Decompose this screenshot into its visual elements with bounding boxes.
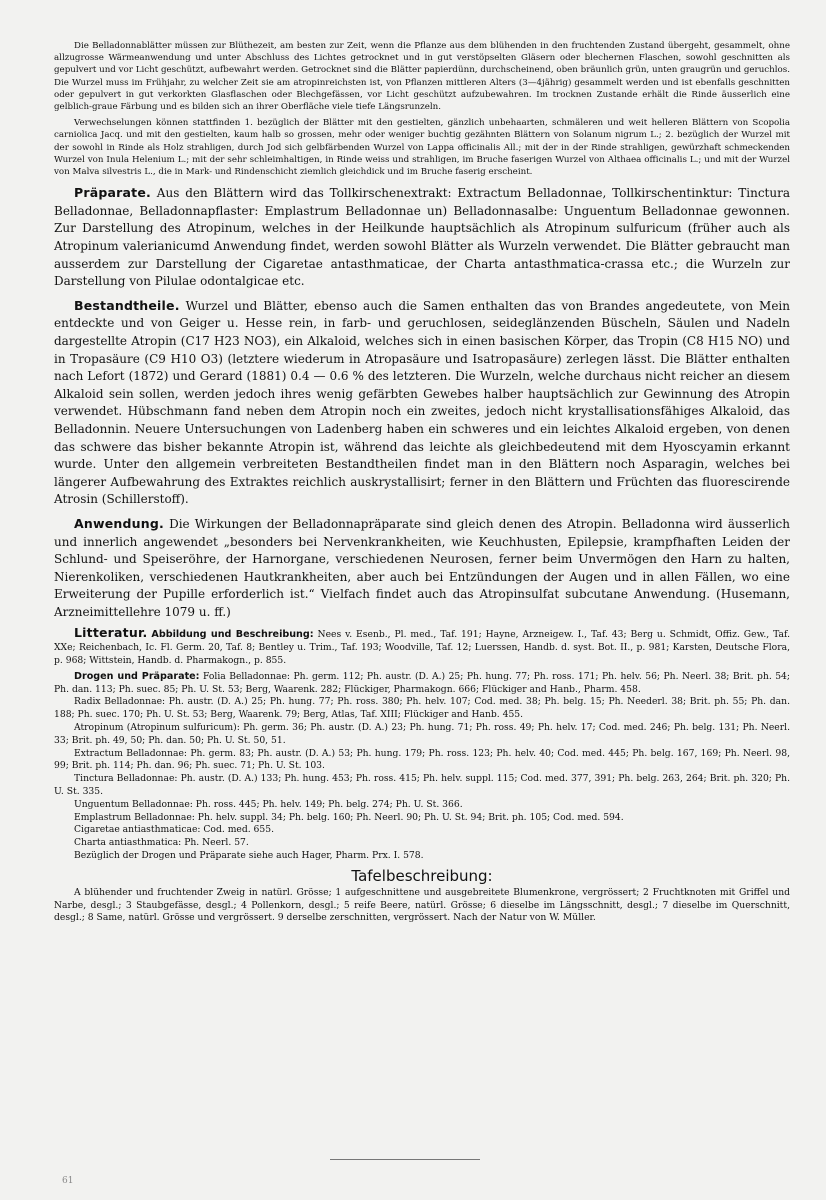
- drogen-folia: Folia Belladonnae: Ph. germ. 112; Ph. austr. (D. A.) 25; Ph. hung. 77; Ph. ross. 171; Ph. helv. 56; Ph. Neerl. 38; Brit. ph. 54; Ph. dan. 113; Ph. suec. 85; Ph. U. St. 53; Berg, Waarenk. 282; Flückiger, Pharmakogn. 666; Flückiger and Hanb., Pharm. 458.: [54, 670, 790, 695]
- drogen-heading: Drogen und Präparate:: [74, 670, 200, 682]
- verwechselungen-paragraph: Verwechselungen können stattfinden 1. bezüglich der Blätter mit den gestielten, gänzlich unbehaarten, schmäleren und weit helleren Blättern von Scopolia carniolica Jacq. und mit den gestielten, kaum halb so grossen, mehr oder weniger buchtig gezähnten Blättern von Solanum nigrum L.; 2. bezüglich der Wurzel mit der sowohl in Rinde als Holz strahligen, durch Jod sich gelbfärbenden Wurzel von Lappa officinalis All.; mit der in der Rinde strahligen, gewürzhaft schmeckenden Wurzel von Inula Helenium L.; mit der sehr schleimhaltigen, in Rinde weiss und strahligen, im Bruche faserigen Wurzel von Althaea officinalis L.; und mit der Wurzel von Malva silvestris L., die in Mark- und Rindenschicht ziemlich gleichdick und im Bruche faserig erscheint.: [54, 118, 790, 178]
- praeparate-section: [54, 184, 790, 291]
- litteratur-sub-abbildung: Abbildung und Beschreibung:: [151, 629, 314, 641]
- intro-paragraph: Die Belladonnablätter müssen zur Blüthezeit, am besten zur Zeit, wenn die Pflanze aus dem blühenden in den fruchtenden Zustand übergeht, gesammelt, ohne allzugrosse Wärmeanwendung und unter Abschluss des Lichtes getrocknet und in gut verstöpselten Gläsern oder blechernen Flaschen, sowohl geschnitten als gepulvert und vor Licht geschützt, aufbewahrt werden. Getrocknet sind die Blätter papierdünn, durchscheinend, oben bräunlich grün, unten graugrün und geruchlos. Die Wurzel muss im Frühjahr, zu welcher Zeit sie am atropinreichsten ist, von Pflanzen mittleren Alters (3—4jährig) gesammelt werden und ist ebenfalls geschnitten oder gepulvert in gut verkorkten Glasflaschen oder Blechgefässen, vor Licht geschützt aufzubewahren. Im trocknen Zustande erhält die Rinde äusserlich eine gelblich-graue Färbung und es bilden sich an ihrer Oberfläche viele tiefe Längsrunzeln.: [54, 41, 790, 113]
- tafel-title: Tafelbeschreibung:: [351, 866, 493, 885]
- drogen-charta: Charta antiasthmatica: Ph. Neerl. 57.: [74, 837, 249, 849]
- anwendung-text: Die Wirkungen der Belladonnapräparate sind gleich denen des Atropin. Belladonna wird äusserlich und innerlich angewendet „besonders bei Nervenkrankheiten, wie Keuchhusten, Epilepsie, krampfhaften Leiden der Schlund- und Speiseröhre, der Harnorgane, verschiedenen Neurosen, ferner beim Unvermögen den Harn zu halten, Nierenkoliken, verschiedenen Hautkrankheiten, aber auch bei Entzündungen der Augen und in allen Fällen, wo eine Erweiterung der Pupille erforderlich ist.“ Vielfach findet auch das Atropinsulfat subcutane Anwendung. (Husemann, Arzneimittellehre 1079 u. ff.): [54, 516, 790, 619]
- tafel-text: A blühender und fruchtender Zweig in natürl. Grösse; 1 aufgeschnittene und ausgebreitete Blumenkrone, vergrössert; 2 Fruchtknoten mit Griffel und Narbe, desgl.; 3 Staubgefässe, desgl.; 4 Pollenkorn, desgl.; 5 reife Beere, natürl. Grösse; 6 dieselbe im Längsschnitt, desgl.; 7 dieselbe im Querschnitt, desgl.; 8 Same, natürl. Grösse und vergrössert. 9 derselbe zerschnitten, vergrössert. Nach der Natur von W. Müller.: [54, 886, 790, 924]
- drogen-emplastrum: Emplastrum Belladonnae: Ph. helv. suppl. 34; Ph. belg. 160; Ph. Neerl. 90; Ph. U. St. 94; Brit. ph. 105; Cod. med. 594.: [74, 811, 624, 823]
- drogen-unguentum: Unguentum Belladonnae: Ph. ross. 445; Ph. helv. 149; Ph. belg. 274; Ph. U. St. 366.: [74, 798, 463, 810]
- drogen-atropinum: Atropinum (Atropinum sulfuricum): Ph. germ. 36; Ph. austr. (D. A.) 23; Ph. hung. 71; Ph. ross. 49; Ph. helv. 17; Cod. med. 246; Ph. belg. 131; Ph. Neerl. 33; Brit. ph. 49, 50; Ph. dan. 50; Ph. U. St. 50, 51.: [54, 722, 790, 746]
- drogen-tinctura: Tinctura Belladonnae: Ph. austr. (D. A.) 133; Ph. hung. 453; Ph. ross. 415; Ph. helv. suppl. 115; Cod. med. 377, 391; Ph. belg. 263, 264; Brit. ph. 320; Ph. U. St. 335.: [54, 773, 790, 798]
- drogen-hager-note: Bezüglich der Drogen und Präparate siehe auch Hager, Pharm. Prx. I. 578.: [74, 850, 424, 862]
- litteratur-heading: Litteratur.: [74, 625, 148, 641]
- drogen-radix: Radix Belladonnae: Ph. austr. (D. A.) 25; Ph. hung. 77; Ph. ross. 380; Ph. helv. 107; Cod. med. 38; Ph. belg. 15; Ph. Neederl. 38; Brit. ph. 55; Ph. dan. 188; Ph. suec. 170; Ph. U. St. 53; Berg, Waarenk. 79; Berg, Atlas, Taf. XIII; Flückiger and Hanb. 455.: [54, 696, 790, 721]
- bestandtheile-heading: Bestandtheile.: [74, 297, 180, 313]
- drogen-cigaretae: Cigaretae antiasthmaticae: Cod. med. 655.: [74, 824, 275, 836]
- praeparate-heading: Präparate.: [74, 185, 151, 201]
- bestandtheile-section: [54, 297, 790, 509]
- litteratur-section: [54, 627, 790, 667]
- drogen-extractum: Extractum Belladonnae: Ph. germ. 83; Ph. austr. (D. A.) 53; Ph. hung. 179; Ph. ross. 123; Ph. helv. 40; Cod. med. 445; Ph. belg. 167, 169; Ph. Neerl. 98, 99; Brit. ph. 114; Ph. dan. 96; Ph. suec. 71; Ph. U. St. 103.: [54, 747, 790, 772]
- page-mark: 61: [62, 1176, 74, 1186]
- bottom-rule: [330, 1159, 480, 1160]
- anwendung-section: [54, 515, 790, 622]
- anwendung-heading: Anwendung.: [74, 515, 164, 531]
- bestandtheile-text: Wurzel und Blätter, ebenso auch die Samen enthalten das von Brandes angedeutete, von Mein entdeckte und von Geiger u. Hesse rein, in farb- und geruchlosen, seideglänzenden Büscheln, Säulen und Nadeln dargestellte Atropin (C17 H23 NO3), ein Alkaloid, welches sich in einen basischen Körper, das Tropin (C8 H15 NO) und in Tropasäure (C9 H10 O3) (letztere wiederum in Atropasäure und Isatropasäure) zerlegen lässt. Die Blätter enthalten nach Lefort (1872) und Gerard (1881) 0.4 — 0.6 % des letzteren. Die Wurzeln, welche durchaus nicht reicher an diesem Alkaloid sein sollen, werden jedoch ihres wenig gefärbten Gewebes halber hauptsächlich zur Gewinnung des Atropin verwendet. Hübschmann fand neben dem Atropin noch ein zweites, jedoch nicht krystallisationsfähiges Alkaloid, das Belladonnin. Neuere Untersuchungen von Ladenberg haben ein schweres und ein leichtes Alkaloid ergeben, von denen das schwere das bisher bekannte Atropin ist, während das leichte als gleichbedeutend mit dem Hyoscyamin erkannt wurde. Unter den allgemein verbreiteten Bestandtheilen findet man in den Blättern noch Asparagin, welches bei längerer Aufbewahrung des Extraktes reichlich auskrystallisirt; ferner in den Blättern und Früchten das fluorescirende Atrosin (Schillerstoff).: [54, 298, 790, 507]
- praeparate-text: Aus den Blättern wird das Tollkirschenextrakt: Extractum Belladonnae, Tollkirschentinktur: Tinctura Belladonnae, Belladonnapflaster: Emplastrum Belladonnae un) Belladonnasalbe: Unguentum Belladonnae gewonnen. Zur Darstellung des Atropinum, welches in der Heilkunde hauptsächlich als Atropinum sulfuricum (früher auch als Atropinum valerianicumd Anwendung findet, werden sowohl Blätter als Wurzeln verwendet. Die Blätter gebraucht man ausserdem zur Darstellung der Cigaretae antasthmaticae, der Charta antasthmatica-crassa etc.; die Wurzeln zur Darstellung von Pilulae odontalgicae etc.: [54, 186, 790, 289]
- drogen-section: [54, 671, 790, 697]
- litteratur-text-abbildung: Nees v. Esenb., Pl. med., Taf. 191; Hayne, Arzneigew. I., Taf. 43; Berg u. Schmidt, Offiz. Gew., Taf. XXe; Reichenbach, Ic. Fl. Germ. 20, Taf. 8; Bentley u. Trim., Taf. 193; Woodville, Taf. 12; Luerssen, Handb. d. syst. Bot. II., p. 981; Karsten, Deutsche Flora, p. 968; Wittstein, Handb. d. Pharmakogn., p. 855.: [54, 629, 791, 667]
